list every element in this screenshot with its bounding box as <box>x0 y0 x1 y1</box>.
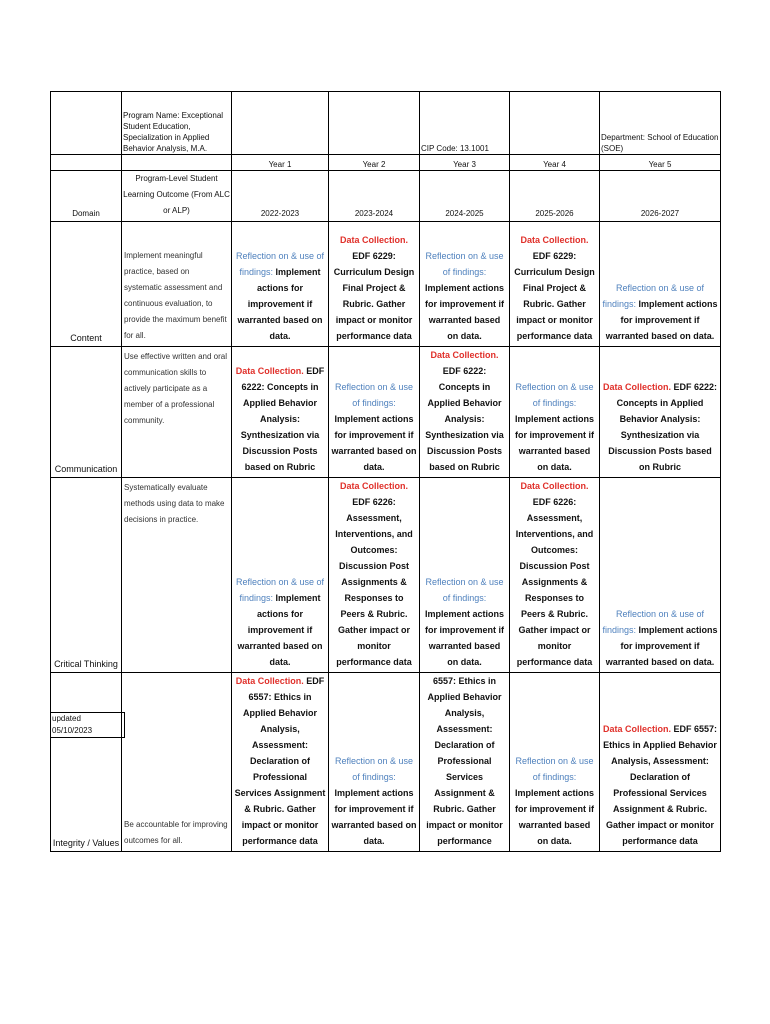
plan-text: EDF 6226: Assessment, Interventions, and Outcomes: Discussion Post Assignments & Responses to Peers & Rubric. Gather impact or monitor performance data <box>515 497 594 667</box>
year-label: Year 3 <box>420 155 510 171</box>
year-label: Year 2 <box>329 155 420 171</box>
plan-text: EDF 6226: Assessment, Interventions, and Outcomes: Discussion Post Assignments & Responses to Peers & Rubric. Gather impact or monitor performance data <box>335 497 413 667</box>
plan-cell <box>510 347 600 478</box>
data-collection-label: Data Collection. <box>430 350 499 360</box>
academic-year-header: 2025-2026 <box>510 171 600 222</box>
plan-text: Implement actions for improvement if warranted based on data. <box>605 625 718 667</box>
plan-cell <box>232 673 329 852</box>
outcome-column-header: Program-Level Student Learning Outcome (From ALC or ALP) <box>122 171 232 222</box>
plan-text: EDF 6222: Concepts in Applied Behavior Analysis: Synthesization via Discussion Posts based on Rubric <box>608 382 718 472</box>
plan-cell <box>329 478 420 673</box>
header-blank-cell <box>329 92 420 155</box>
outcome-cell: Use effective written and oral communication skills to actively participate as a member of a professional community. <box>122 347 232 478</box>
plan-cell <box>329 347 420 478</box>
academic-year-header: 2024-2025 <box>420 171 510 222</box>
program-name: Program Name: Exceptional Student Education, Specialization in Applied Behavior Analysis, M.A. <box>122 92 232 155</box>
header-blank-cell <box>510 92 600 155</box>
header-blank-cell <box>51 92 122 155</box>
domain-column-header: Domain <box>51 171 122 222</box>
plan-cell <box>420 222 510 347</box>
plan-text: Implement actions for improvement if warranted based on data. <box>237 267 323 341</box>
reflection-label: Reflection on & use of findings: <box>235 577 325 603</box>
plan-cell <box>510 673 600 852</box>
plan-text: Implement actions for improvement if warranted based on data. <box>514 414 595 472</box>
data-collection-label: Data Collection. <box>339 235 408 245</box>
table-row <box>51 478 721 673</box>
data-collection-label: Data Collection. <box>520 235 589 245</box>
plan-text: Implement actions for improvement if warranted based on data. <box>424 283 505 341</box>
reflection-label: Reflection on & use of findings: <box>515 382 594 408</box>
plan-text: EDF 6229: Curriculum Design Final Project & Rubric. Gather impact or monitor performance data <box>514 251 595 341</box>
header-blank-cell <box>51 155 122 171</box>
plan-cell <box>329 673 420 852</box>
domain-cell: Communication <box>51 347 122 478</box>
domain-cell: Integrity / Values <box>51 673 122 852</box>
data-collection-label: Data Collection. <box>602 724 671 734</box>
plan-cell <box>420 478 510 673</box>
cip-code: CIP Code: 13.1001 <box>420 92 510 155</box>
data-collection-label: Data Collection. <box>235 676 304 686</box>
plan-text: Implement actions for improvement if warranted based on data. <box>331 414 417 472</box>
outcome-cell: Implement meaningful practice, based on systematic assessment and continuous evaluation, to provide the maximum benefit for all. <box>122 222 232 347</box>
plan-cell <box>510 478 600 673</box>
plan-text: Implement actions for improvement if warranted based on data. <box>424 609 505 667</box>
academic-year-header: 2023-2024 <box>329 171 420 222</box>
plan-cell <box>420 673 510 852</box>
updated-date: updated 05/10/2023 <box>50 712 125 738</box>
assessment-plan-table <box>50 91 721 852</box>
year-label: Year 1 <box>232 155 329 171</box>
data-collection-label: Data Collection. <box>520 481 589 491</box>
year-label: Year 5 <box>600 155 721 171</box>
domain-cell: Content <box>51 222 122 347</box>
outcome-cell: Systematically evaluate methods using data to make decisions in practice. <box>122 478 232 673</box>
plan-text: EDF 6222: Concepts in Applied Behavior Analysis: Synthesization via Discussion Posts based on Rubric <box>425 366 504 472</box>
plan-cell <box>600 222 721 347</box>
plan-cell <box>232 222 329 347</box>
data-collection-label: Data Collection. <box>602 382 671 392</box>
plan-text: EDF 6229: Curriculum Design Final Project & Rubric. Gather impact or monitor performance data <box>333 251 415 341</box>
plan-cell <box>420 347 510 478</box>
reflection-label: Reflection on & use of findings: <box>334 382 414 408</box>
reflection-label: Reflection on & use of findings: <box>425 577 504 603</box>
plan-cell <box>232 347 329 478</box>
table-row <box>51 347 721 478</box>
plan-text: 6557: Ethics in Applied Behavior Analysis, Assessment: Declaration of Professional Services Assignment & Rubric. Gather impact or monitor performance <box>426 676 503 846</box>
table-row <box>51 222 721 347</box>
outcome-cell: Be accountable for improving outcomes for all. <box>122 673 232 852</box>
plan-cell <box>600 673 721 852</box>
assessment-plan-sheet <box>50 91 720 852</box>
department: Department: School of Education (SOE) <box>600 92 721 155</box>
data-collection-label: Data Collection. <box>235 366 304 376</box>
reflection-label: Reflection on & use of findings: <box>235 251 325 277</box>
plan-cell <box>232 478 329 673</box>
plan-text: Implement actions for improvement if warranted based on data. <box>605 299 718 341</box>
plan-text: EDF 6557: Ethics in Applied Behavior Analysis, Assessment: Declaration of Professional Services Assignment & Rubric. Gather impact or monitor performance data <box>234 676 326 846</box>
plan-cell <box>510 222 600 347</box>
plan-text: Implement actions for improvement if warranted based on data. <box>331 788 417 846</box>
year-label: Year 4 <box>510 155 600 171</box>
plan-text: EDF 6222: Concepts in Applied Behavior Analysis: Synthesization via Discussion Posts based on Rubric <box>240 366 325 472</box>
reflection-label: Reflection on & use of findings: <box>425 251 504 277</box>
plan-cell <box>600 478 721 673</box>
academic-year-header: 2026-2027 <box>600 171 721 222</box>
header-blank-cell <box>232 92 329 155</box>
data-collection-label: Data Collection. <box>339 481 408 491</box>
domain-cell: Critical Thinking <box>51 478 122 673</box>
reflection-label: Reflection on & use of findings: <box>602 283 705 309</box>
header-blank-cell <box>122 155 232 171</box>
plan-cell <box>600 347 721 478</box>
table-row <box>51 673 721 852</box>
plan-cell <box>329 222 420 347</box>
plan-text: Implement actions for improvement if warranted based on data. <box>237 593 323 667</box>
reflection-label: Reflection on & use of findings: <box>602 609 705 635</box>
reflection-label: Reflection on & use of findings: <box>515 756 594 782</box>
reflection-label: Reflection on & use of findings: <box>334 756 414 782</box>
plan-text: EDF 6557: Ethics in Applied Behavior Analysis, Assessment: Declaration of Professional Services Assignment & Rubric. Gather impact or monitor performance data <box>603 724 718 846</box>
plan-text: Implement actions for improvement if warranted based on data. <box>514 788 595 846</box>
academic-year-header: 2022-2023 <box>232 171 329 222</box>
